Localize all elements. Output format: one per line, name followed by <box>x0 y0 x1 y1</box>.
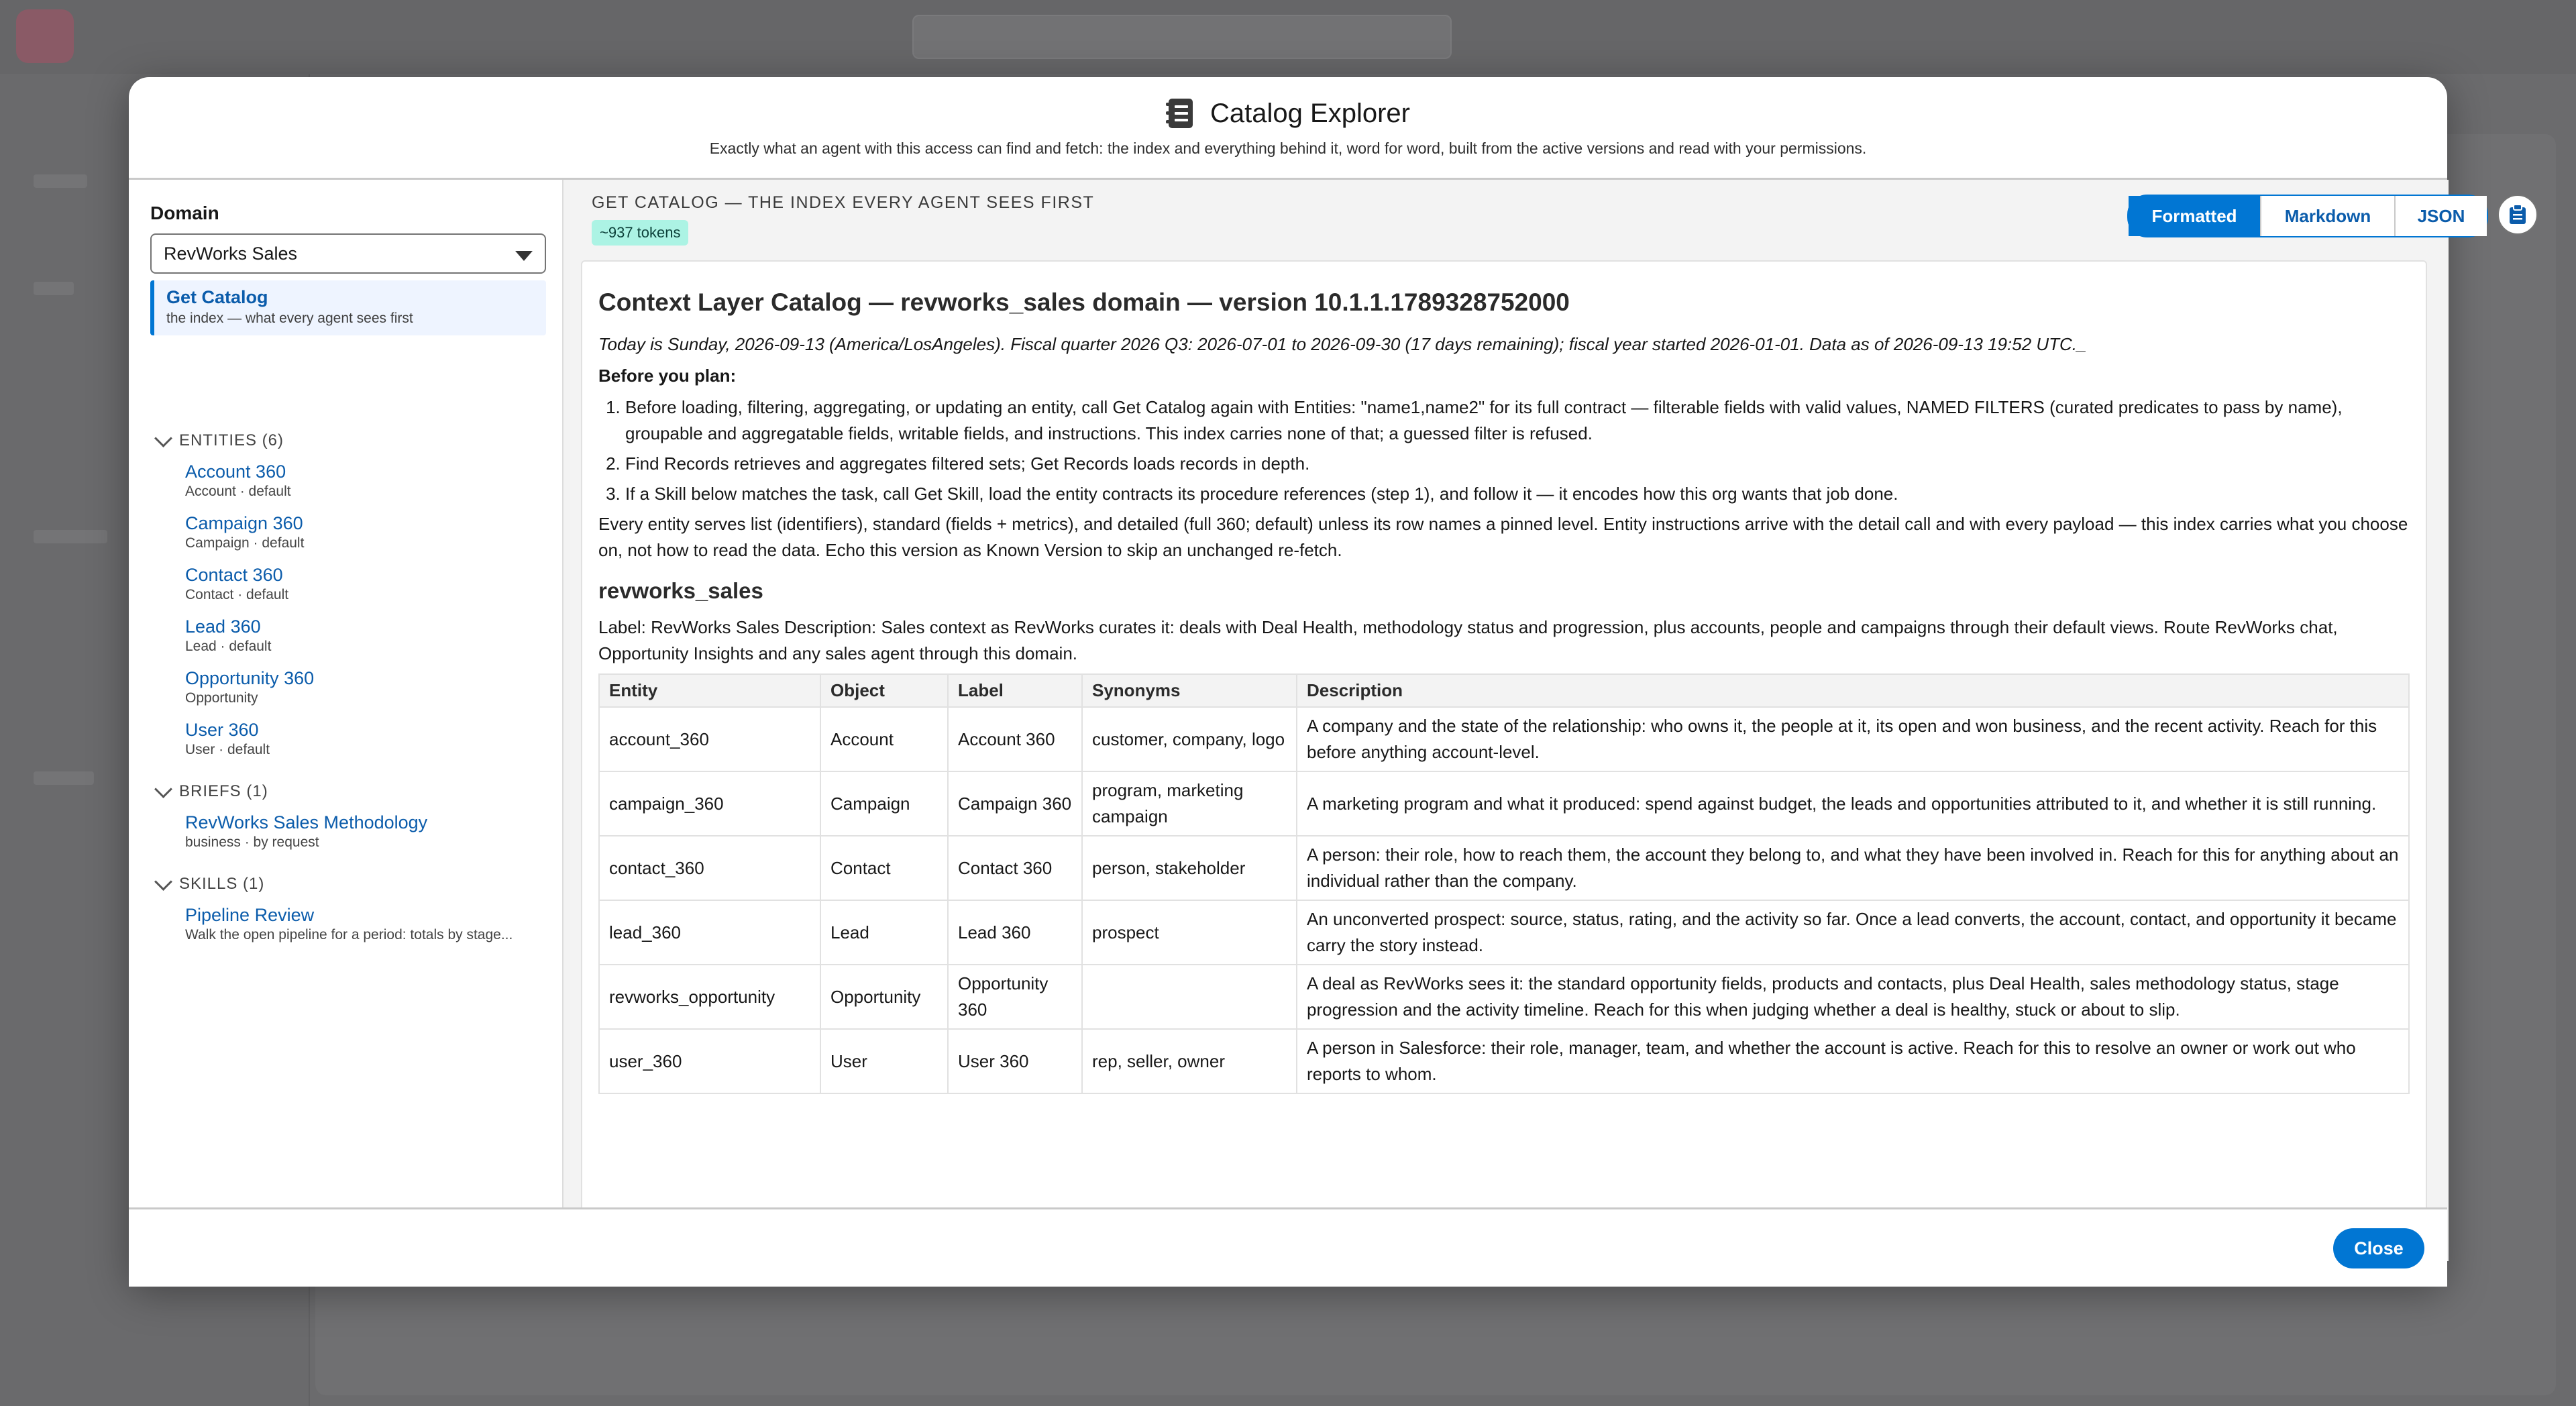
caret-down-icon <box>515 251 533 261</box>
modal-title: Catalog Explorer <box>1210 98 1410 128</box>
table-cell: A marketing program and what it produced: spend against budget, the leads and opportunities attributed to it, and whether it is still running. <box>1297 771 2409 836</box>
table-cell: Account <box>820 707 948 771</box>
section-title: SKILLS (1) <box>179 875 265 893</box>
table-cell: Lead 360 <box>948 900 1082 965</box>
table-cell: user_360 <box>599 1029 820 1093</box>
table-cell: rep, seller, owner <box>1082 1029 1297 1093</box>
catalog-content-panel <box>562 180 2465 1261</box>
section-skills-toggle[interactable] <box>157 875 264 894</box>
table-cell: Campaign 360 <box>948 771 1082 836</box>
table-row <box>599 707 2409 771</box>
table-row <box>599 1029 2409 1093</box>
table-cell: An unconverted prospect: source, status, rating, and the activity so far. Once a lead converts, the account, contact, and opportunity it became carry the story instead. <box>1297 900 2409 965</box>
table-cell: A person: their role, how to reach them, the account they belong to, and what they have been involved in. Reach for this for anything about an individual rather than the company. <box>1297 836 2409 900</box>
panel-caption: GET CATALOG — THE INDEX EVERY AGENT SEES FIRST <box>592 193 1095 212</box>
nav-item-title: Get Catalog <box>166 287 268 307</box>
chevron-down-icon <box>154 429 172 447</box>
table-cell: program, marketing campaign <box>1082 771 1297 836</box>
table-cell: Opportunity <box>820 965 948 1029</box>
table-cell: Contact 360 <box>948 836 1082 900</box>
modal-subtitle: Exactly what an agent with this access can find and fetch: the index and everything behind it, word for word, built from the active versions and read with your permissions. <box>709 140 1867 157</box>
today-statement: Today is Sunday, 2026-09-13 (America/LosAngeles). Fiscal quarter 2026 Q3: 2026-07-01 to 2026-09-30 (17 days remaining); fiscal year started 2026-01-01. Data as of 2026-09-13 19:52 UTC._ <box>598 334 2087 354</box>
nav-item-title: Contact 360 <box>185 565 283 585</box>
section-briefs-toggle[interactable] <box>157 782 268 801</box>
table-cell: revworks_opportunity <box>599 965 820 1029</box>
domain-label-description: Label: RevWorks Sales Description: Sales context as RevWorks curates it: deals with Deal Health, methodology status and progression, plus accounts, people and campaigns through their default views. Route RevWorks chat, Opportunity Insights and any sales agent through this domain. <box>598 617 2338 663</box>
before-you-plan-heading: Before you plan: <box>598 366 737 386</box>
copy-button[interactable] <box>2498 195 2538 235</box>
nav-item-title: RevWorks Sales Methodology <box>185 812 428 832</box>
modal-header <box>129 77 2447 180</box>
table-cell: prospect <box>1082 900 1297 965</box>
table-row <box>599 836 2409 900</box>
nav-item-title: Lead 360 <box>185 616 261 637</box>
close-button[interactable]: Close <box>2333 1228 2424 1268</box>
table-cell: Contact <box>820 836 948 900</box>
nav-item-pipeline-review[interactable] <box>185 905 547 943</box>
nav-item-title: Account 360 <box>185 462 286 482</box>
entity-table <box>598 673 2410 1094</box>
nav-item-title: User 360 <box>185 720 259 740</box>
catalog-list-icon <box>1166 97 1195 129</box>
nav-item-title: Pipeline Review <box>185 905 315 925</box>
section-title: ENTITIES (6) <box>179 431 284 449</box>
domain-select[interactable] <box>150 233 546 274</box>
modal-footer <box>129 1207 2447 1287</box>
view-markdown-button[interactable]: Markdown <box>2261 196 2396 236</box>
table-cell: A deal as RevWorks sees it: the standard opportunity fields, products and contacts, plus Deal Health, sales methodology status, stage progression and the activity timeline. Reach for this when judging whether a deal is healthy, stuck or about to slip. <box>1297 965 2409 1029</box>
catalog-document <box>581 260 2427 1248</box>
table-cell: User 360 <box>948 1029 1082 1093</box>
view-mode-toggle <box>2127 195 2488 237</box>
token-count-badge: ~937 tokens <box>592 220 688 246</box>
nav-item-campaign-360[interactable] <box>185 513 547 551</box>
domain-heading: revworks_sales <box>598 578 763 603</box>
section-entities-toggle[interactable] <box>157 431 284 450</box>
column-header: Object <box>820 674 948 707</box>
table-cell: Opportunity 360 <box>948 965 1082 1029</box>
list-item: 3. If a Skill below matches the task, call Get Skill, load the entity contracts its procedure references (step 1), and follow it — it encodes how this org wants that job done. <box>625 481 2410 507</box>
table-cell: Campaign <box>820 771 948 836</box>
list-item: 2. Find Records retrieves and aggregates filtered sets; Get Records loads records in depth. <box>625 451 2410 477</box>
nav-item-subtitle: Opportunity <box>185 690 258 706</box>
table-cell: lead_360 <box>599 900 820 965</box>
table-cell: campaign_360 <box>599 771 820 836</box>
table-row <box>599 965 2409 1029</box>
nav-item-subtitle: the index — what every agent sees first <box>166 311 413 326</box>
table-cell: A person in Salesforce: their role, manager, team, and whether the account is active. Reach for this to resolve an owner or work out who reports to whom. <box>1297 1029 2409 1093</box>
table-cell: User <box>820 1029 948 1093</box>
nav-item-revworks-sales-methodology[interactable] <box>185 812 547 851</box>
document-title: Context Layer Catalog — revworks_sales domain — version 10.1.1.1789328752000 <box>598 288 1570 316</box>
list-item: 1. Before loading, filtering, aggregating, or updating an entity, call Get Catalog again with Entities: "name1,name2" for its full contract — filterable fields with valid values, NAMED FILTERS (curated predicates to pass by name), groupable and aggregatable fields, writable fields, and instructions. This index carries none of that; a guessed filter is refused. <box>625 394 2410 447</box>
nav-item-title: Campaign 360 <box>185 513 303 533</box>
catalog-navigation <box>129 180 562 1287</box>
table-cell: account_360 <box>599 707 820 771</box>
nav-item-subtitle: Contact · default <box>185 587 289 602</box>
domain-select-value: RevWorks Sales <box>164 243 298 264</box>
nav-item-subtitle: business · by request <box>185 834 319 850</box>
table-cell: customer, company, logo <box>1082 707 1297 771</box>
clipboard-icon <box>2509 205 2526 225</box>
chevron-down-icon <box>154 780 172 798</box>
app-logo <box>16 9 74 63</box>
catalog-explorer-modal <box>129 77 2465 1285</box>
background-row <box>34 174 87 188</box>
table-cell: A company and the state of the relationship: who owns it, the people at it, its open and won business, and the recent activity. Reach for this before anything account-level. <box>1297 707 2409 771</box>
domain-label: Domain <box>150 203 219 223</box>
nav-item-user-360[interactable] <box>185 720 547 758</box>
chevron-down-icon <box>154 873 172 891</box>
nav-item-lead-360[interactable] <box>185 616 547 655</box>
view-json-button[interactable]: JSON <box>2396 196 2487 236</box>
table-cell: person, stakeholder <box>1082 836 1297 900</box>
column-header: Entity <box>599 674 820 707</box>
nav-item-subtitle: Lead · default <box>185 639 272 654</box>
table-cell <box>1082 965 1297 1029</box>
column-header: Synonyms <box>1082 674 1297 707</box>
table-cell: Lead <box>820 900 948 965</box>
plan-steps-list <box>598 394 2410 507</box>
view-formatted-button[interactable]: Formatted <box>2129 196 2261 236</box>
nav-item-contact-360[interactable] <box>185 565 547 603</box>
column-header: Description <box>1297 674 2409 707</box>
table-row <box>599 771 2409 836</box>
background-row <box>34 771 94 785</box>
table-cell: Account 360 <box>948 707 1082 771</box>
column-header: Label <box>948 674 1082 707</box>
background-search-input <box>912 15 1452 59</box>
nav-item-opportunity-360[interactable] <box>185 668 547 706</box>
background-row <box>34 282 74 295</box>
section-title: BRIEFS (1) <box>179 782 268 800</box>
background-row <box>34 530 107 543</box>
nav-item-title: Opportunity 360 <box>185 668 315 688</box>
tiers-paragraph: Every entity serves list (identifiers), standard (fields + metrics), and detailed (full 360; default) unless its row names a pinned level. Entity instructions arrive with the detail call and with every payload — this index carries what you choose on, not how to read the data. Echo this version as Known Version to skip an unchanged re-fetch. <box>598 514 2408 560</box>
nav-item-subtitle: Walk the open pipeline for a period: totals by stage... <box>185 927 513 942</box>
nav-item-subtitle: Account · default <box>185 484 291 499</box>
table-cell: contact_360 <box>599 836 820 900</box>
nav-item-subtitle: Campaign · default <box>185 535 305 551</box>
nav-item-subtitle: User · default <box>185 742 270 757</box>
table-header-row <box>599 674 2409 707</box>
table-row <box>599 900 2409 965</box>
nav-item-get-catalog[interactable] <box>150 280 546 335</box>
nav-item-account-360[interactable] <box>185 462 547 500</box>
